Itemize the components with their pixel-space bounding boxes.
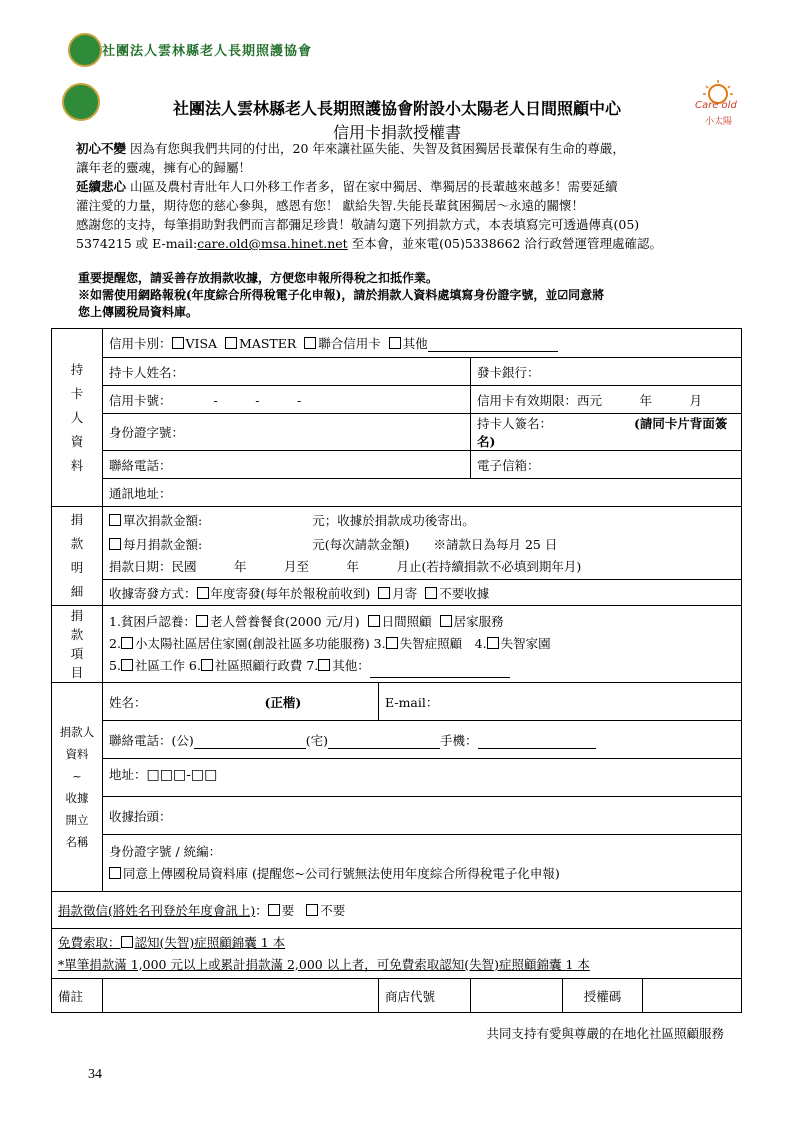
donor-address-field[interactable]	[103, 759, 742, 797]
community-work-label: 社區工作	[134, 657, 185, 673]
tax-consent-label: 同意上傳國稅局資料庫 (提醒您~公司行號無法使用年度綜合所得稅電子化申報)	[123, 866, 560, 881]
donor-id-cell	[103, 835, 742, 892]
donor-phone-row	[103, 721, 742, 759]
card-number-field[interactable]	[103, 386, 471, 414]
tax-consent-checkbox[interactable]	[109, 867, 121, 879]
intro-text: 5374215 或 E-mail:	[76, 236, 198, 251]
item-1-label: 1.貧困戶認養：	[109, 613, 196, 629]
publicity-label: 捐款徵信(將姓名刊登於年度會訊上)	[58, 903, 256, 918]
monthly-donation-row	[103, 534, 742, 580]
remark-label: 備註	[52, 979, 103, 1013]
shop-code-label: 商店代號	[379, 979, 471, 1013]
dementia-home-checkbox[interactable]	[487, 637, 499, 649]
intro-text: 灌注愛的力量，期待您的慈心參與，感恩有您！ 獻給失智.失能長輩貧困獨居～永遠的關懷！	[76, 198, 584, 213]
form-subtitle: 信用卡捐款授權書	[332, 123, 461, 142]
publicity-colon: ：	[255, 903, 268, 918]
receipt-yearly-checkbox[interactable]	[197, 587, 209, 599]
publicity-no-label: 不要	[320, 903, 346, 918]
holder-email-field[interactable]: 電子信箱：	[471, 451, 742, 479]
card-type-label: 信用卡別：	[109, 336, 172, 351]
dementia-home-label: 失智家園	[500, 635, 551, 651]
publicity-no-checkbox[interactable]	[306, 904, 318, 916]
card-type-row	[103, 329, 742, 358]
donation-items-cell	[103, 606, 742, 683]
other-item-field[interactable]	[370, 655, 510, 678]
single-donation-checkbox[interactable]	[109, 514, 121, 526]
donor-name-label: 姓名：	[109, 694, 147, 710]
donor-mobile-field[interactable]	[478, 733, 596, 749]
item-2-number: 2.	[109, 635, 121, 651]
postal-code-boxes: □□□-□□	[146, 767, 218, 783]
item-5-number: 5.	[109, 657, 121, 673]
notice-line: 您上傳國稅局資料庫。	[78, 305, 199, 319]
intro-label-2: 延續悲心	[76, 179, 127, 194]
publicity-row	[52, 892, 742, 929]
card-number-dashes: - - -	[213, 392, 302, 408]
section-donation-items-label: 捐 款 項 目	[52, 606, 103, 683]
auth-code-label: 授權碼	[563, 979, 643, 1013]
donor-id-label[interactable]: 身份證字號 / 統編：	[109, 844, 222, 859]
page-number: 34	[88, 1067, 102, 1082]
visa-checkbox[interactable]	[172, 337, 184, 349]
notice-line: ※如需使用網路報稅(年度綜合所得稅電子化申報)，請於捐款人資料處填寫身份證字號，並☑同意將	[78, 288, 605, 302]
home-service-label: 居家服務	[453, 613, 504, 629]
holder-address-field[interactable]: 通訊地址：	[103, 479, 742, 507]
item-4-number: 4.	[462, 635, 487, 651]
donor-office-phone-field[interactable]	[194, 733, 306, 749]
single-donation-label: 單次捐款金額:	[123, 513, 203, 529]
monthly-donation-checkbox[interactable]	[109, 538, 121, 550]
holder-id-field[interactable]: 身份證字號：	[103, 414, 471, 451]
day-care-checkbox[interactable]	[368, 615, 380, 627]
donor-mobile-label: 手機：	[440, 732, 478, 748]
item-7-number: 7.	[302, 657, 319, 673]
publicity-yes-checkbox[interactable]	[268, 904, 280, 916]
home-service-checkbox[interactable]	[440, 615, 452, 627]
signature-note: (請同卡片背面簽名)	[477, 416, 728, 449]
donor-home-phone-label: (宅)	[305, 732, 329, 748]
meal-label: 老人營養餐食(2000 元/月)	[209, 613, 360, 629]
receipt-method-row	[103, 580, 742, 606]
master-label: MASTER	[239, 336, 297, 351]
free-gift-checkbox[interactable]	[121, 936, 133, 948]
donor-name-field[interactable]	[103, 683, 379, 721]
shop-code-field[interactable]	[471, 979, 563, 1013]
issuer-bank-field[interactable]: 發卡銀行：	[471, 358, 742, 386]
other-card-label: 其他	[402, 336, 428, 351]
association-logo	[68, 33, 102, 67]
contact-email-link[interactable]: care.old@msa.hinet.net	[197, 236, 348, 251]
single-donation-note: 元；收據於捐款成功後寄出。	[312, 513, 475, 529]
donor-address-label: 地址：	[109, 767, 147, 782]
intro-text: 因為有您與我們共同的付出，20 年來讓社區失能、失智及貧困獨居長輩保有生命的尊嚴，	[126, 141, 625, 156]
publicity-yes-label: 要	[281, 903, 295, 918]
intro-text: 讓年老的靈魂，擁有心的歸屬！	[76, 160, 252, 175]
residence-label: 小太陽社區居住家園(創設社區多功能服務)	[134, 635, 370, 651]
no-receipt-label: 不要收據	[439, 585, 490, 601]
free-gift-note: *單筆捐款滿 1,000 元以上或累計捐款滿 2,000 以上者，可免費索取認知(失智)症照顧錦囊 1 本	[58, 956, 590, 972]
item-3-number: 3.	[369, 635, 386, 651]
donation-form-table	[51, 328, 742, 1013]
no-receipt-checkbox[interactable]	[425, 587, 437, 599]
receipt-title-field[interactable]: 收據抬頭：	[103, 797, 742, 835]
receipt-monthly-label: 月寄	[392, 585, 418, 601]
auth-code-field[interactable]	[643, 979, 742, 1013]
admin-fee-checkbox[interactable]	[201, 659, 213, 671]
donor-name-note: (正楷)	[264, 694, 302, 710]
holder-phone-field[interactable]: 聯絡電話：	[103, 451, 471, 479]
master-checkbox[interactable]	[225, 337, 237, 349]
header-org-name: 社團法人雲林縣老人長期照護協會	[102, 44, 313, 59]
day-care-label: 日間照顧	[381, 613, 432, 629]
other-card-checkbox[interactable]	[389, 337, 401, 349]
donor-office-phone-label: 聯絡電話：(公)	[109, 732, 194, 748]
section-cardholder-label: 持 卡 人 資 料	[52, 329, 103, 507]
intro-text: 至本會，並來電(05)5338662 洽行政營運管理處確認。	[347, 236, 662, 251]
dementia-care-checkbox[interactable]	[386, 637, 398, 649]
free-gift-item: 認知(失智)症照顧錦囊 1 本	[134, 934, 286, 950]
joint-card-checkbox[interactable]	[304, 337, 316, 349]
item-6-number: 6.	[184, 657, 201, 673]
donor-home-phone-field[interactable]	[328, 733, 440, 749]
section-donor-label: 捐款人 資料 ~ 收據 開立 名稱	[52, 683, 103, 892]
other-item-label: 其他：	[332, 657, 370, 673]
intro-text: 山區及農村青壯年人口外移工作者多，留在家中獨居、準獨居的長輩越來越多！需要延續	[126, 179, 618, 194]
receipt-method-label: 收據寄發方式：	[109, 585, 197, 601]
visa-label: VISA	[185, 336, 218, 351]
receipt-monthly-checkbox[interactable]	[378, 587, 390, 599]
intro-text: 感謝您的支持，每筆捐助對我們而言都彌足珍貴！敬請勾選下列捐款方式，本表填寫完可透過傳真(05)	[76, 217, 640, 232]
other-item-checkbox[interactable]	[318, 659, 330, 671]
free-gift-cell	[52, 929, 742, 979]
community-work-checkbox[interactable]	[121, 659, 133, 671]
card-number-label: 信用卡號：	[109, 392, 172, 408]
notice-line: 重要提醒您，請妥善存放捐款收據，方便您申報所得稅之扣抵作業。	[78, 271, 439, 285]
joint-card-label: 聯合信用卡	[318, 336, 381, 351]
free-gift-label: 免費索取：	[58, 934, 121, 950]
monthly-donation-unit: 元(每次請款金額)	[312, 537, 410, 553]
care-old-logo-text: Care old	[695, 100, 737, 111]
care-old-logo-subtext: 小太陽	[705, 117, 733, 127]
form-title: 社團法人雲林縣老人長期照護協會附設小太陽老人日間照顧中心	[172, 99, 621, 118]
residence-checkbox[interactable]	[121, 637, 133, 649]
remark-field[interactable]	[103, 979, 379, 1013]
admin-fee-label: 社區照顧行政費	[214, 657, 303, 673]
single-donation-row	[103, 507, 742, 534]
important-notice	[78, 270, 738, 321]
section-donation-detail-label: 捐 款 明 細	[52, 507, 103, 606]
donation-period: 捐款日期：民國 年 月至 年 月止(若持續捐款不必填到期年月)	[109, 559, 582, 575]
holder-signature-field[interactable]	[471, 414, 742, 451]
intro-label-1: 初心不變	[76, 141, 127, 156]
intro-paragraph	[76, 139, 726, 253]
holder-name-field[interactable]: 持卡人姓名：	[103, 358, 471, 386]
signature-label: 持卡人簽名：	[477, 416, 553, 431]
donor-email-field[interactable]: E-mail：	[379, 683, 742, 721]
meal-checkbox[interactable]	[196, 615, 208, 627]
dementia-care-label: 失智症照顧	[399, 635, 463, 651]
other-card-field[interactable]	[428, 336, 558, 352]
monthly-donation-note: ※請款日為每月 25 日	[433, 537, 558, 553]
monthly-donation-label: 每月捐款金額:	[123, 537, 203, 553]
receipt-yearly-label: 年度寄發(每年於報稅前收到)	[210, 585, 371, 601]
footer-slogan: 共同支持有愛與尊嚴的在地化社區照顧服務	[486, 1026, 724, 1041]
card-expiry-field[interactable]: 信用卡有效期限：西元 年 月	[471, 386, 742, 414]
